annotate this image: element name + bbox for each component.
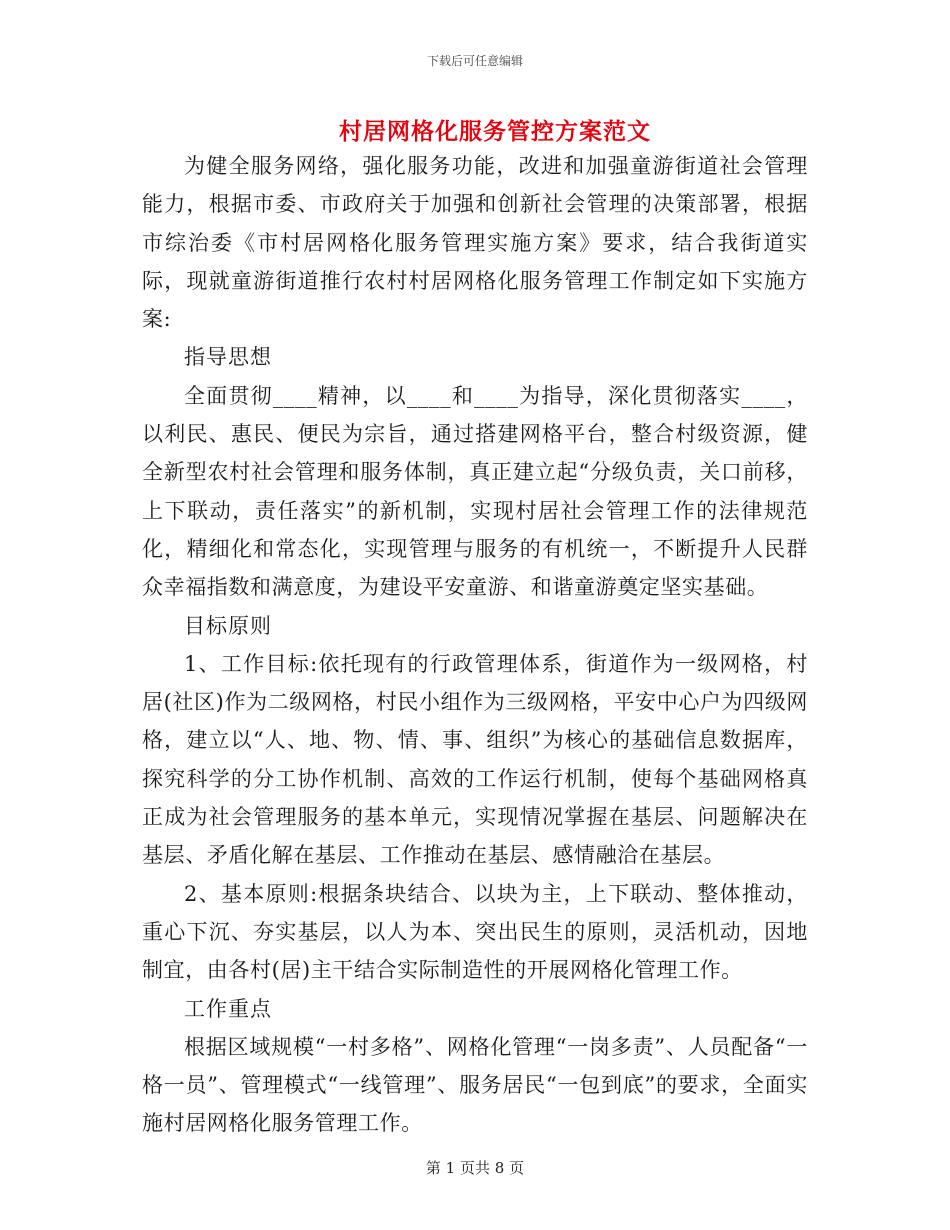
section-heading-work-focus: 工作重点 (184, 996, 272, 1021)
section-heading-goals-principles: 目标原则 (184, 613, 272, 638)
paragraph-work-focus: 根据区域规模“一村多格”、网格化管理“一岗多责”、人员配备“一格一员”、管理模式“一线管理”、服务居民“一包到底”的要求，全面实施村居网格化服务管理工作。 (142, 1034, 808, 1136)
document-title: 村居网格化服务管控方案范文 (339, 118, 651, 145)
page-number-indicator: 第 1 页共 8 页 (425, 1159, 525, 1177)
section-heading-guiding-ideology: 指导思想 (184, 345, 272, 370)
paragraph-guiding-ideology: 全面贯彻____精神，以____和____为指导，深化贯彻落实____，以利民、惠民、便民为宗旨，通过搭建网格平台，整合村级资源，健全新型农村社会管理和服务体制，真正建立起“分级负责，关口前移，上下联动，责任落实”的新机制，实现村居社会管理工作的法律规范化，精细化和常态化，实现管理与服务的有机统一，不断提升人民群众幸福指数和满意度，为建设平安童游、和谐童游奠定坚实基础。 (142, 383, 808, 600)
paragraph-basic-principle: 2、基本原则:根据条块结合、以块为主，上下联动、整体推动，重心下沉、夯实基层，以人为本、突出民生的原则，灵活机动，因地制宜，由各村(居)主干结合实际制造性的开展网格化管理工作。 (142, 881, 808, 983)
page-header-note: 下载后可任意编辑 (426, 54, 523, 68)
paragraph-work-goal: 1、工作目标:依托现有的行政管理体系，街道作为一级网格，村居(社区)作为二级网格，村民小组作为三级网格，平安中心户为四级网格，建立以“人、地、物、情、事、组织”为核心的基础信息数据库，探究科学的分工协作机制、高效的工作运行机制，使每个基础网格真正成为社会管理服务的基本单元，实现情况掌握在基层、问题解决在基层、矛盾化解在基层、工作推动在基层、感情融洽在基层。 (142, 651, 808, 868)
document-body (142, 147, 808, 1143)
paragraph-intro: 为健全服务网络，强化服务功能，改进和加强童游街道社会管理能力，根据市委、市政府关于加强和创新社会管理的决策部署，根据市综治委《市村居网格化服务管理实施方案》要求，结合我街道实际，现就童游街道推行农村村居网格化服务管理工作制定如下实施方案: (142, 154, 808, 332)
